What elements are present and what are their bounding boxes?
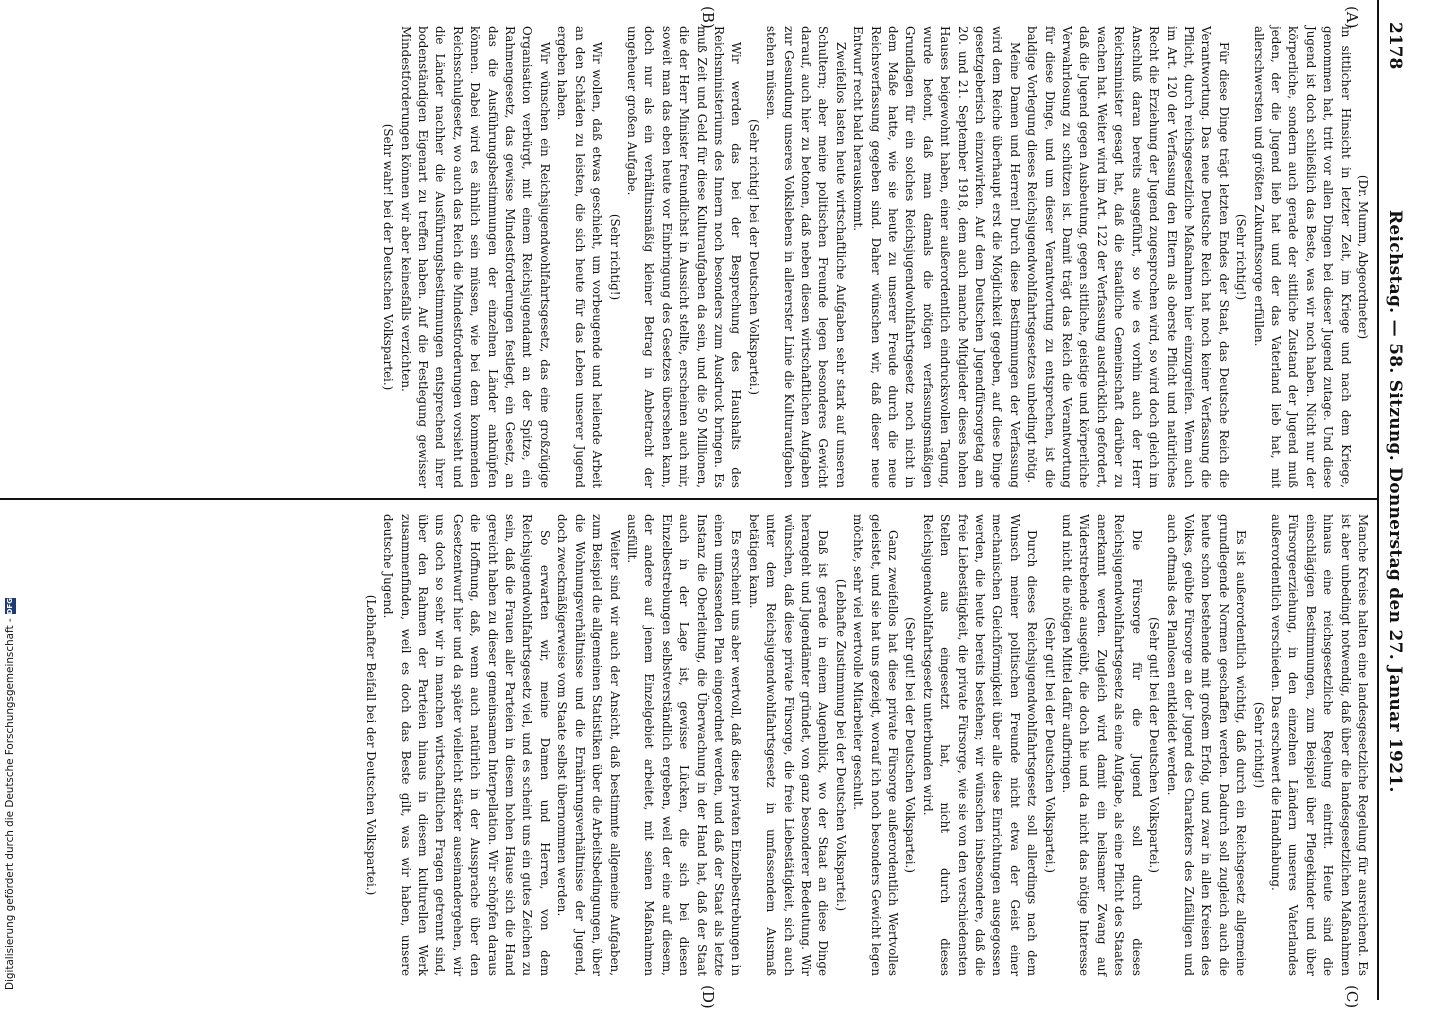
paragraph: Für diese Dinge trägt letzten Endes der Staat, das Deutsche Reich die Verantwortung. Das neue Deutsche Reich hat noch keiner Verfassung die Pflicht, durch reichsgesetzliche Maßnahmen hier einzugreifen. Wenn auch im Art. 120 der Verfassung den Eltern als oberste Pflicht und natürliches Recht die Erziehung der Jugend zugesprochen wird, so wird doch gleich im Anschluß daran bereits ausgeführt, so wie es vorhin auch der Herr Reichsminister gesagt hat, daß die staatliche Gemeinschaft darüber zu wachen hat. Weiter wird im Art. 122 der Verfassung ausdrücklich gefordert, daß die Jugend gegen Ausbeutung, gegen sittliche, geistige und körperliche Verwahrlosung zu schützen ist. Damit trägt das Reich die Verantwortung für diese Dinge, und um dieser Verantwortung zu entsprechen, ist die baldige Vorlegung dieses Reichsjugendwohlfahrtsgesetzes unbedingt nötig. [1025, 26, 1231, 488]
paragraph: Es erscheint uns aber wertvoll, daß diese privaten Einzelbestrebungen in einen umfassenden Plan eingeordnet werden, und daß der Staat als letzte Instanz die Oberleitung, die Überwachung in der Hand hat, daß der Staat auch in der Lage ist, gewisse Lücken, die sich bei diesen Einzelbestrebungen selbstverständlich ergeben, weil der eine auf diesem, der andere auf jenem Einzelgebiet arbeitet, mit seinen Maßnahmen ausfüllt. [624, 514, 744, 976]
paragraph: (Sehr gut! bei der Deutschen Volkspartei.) [903, 617, 918, 873]
paragraph: Die Fürsorge für die Jugend soll durch dieses Reichsjugendwohlfahrtsgesetz als eine Aufgabe, als eine Pflicht des Staates anerkannt werden. Zugleich wird damit ein heilsamer Zwang auf Widerstrebende ausgeübt, die doch hie und da nicht das nötige Interesse und nicht die nötigen Mittel dafür aufbringen. [1060, 514, 1144, 976]
page-header [1377, 0, 1409, 1000]
digitization-credit [3, 0, 17, 990]
margin-marker-d: (D) [699, 985, 717, 1009]
dfg-logo-icon: DFG [5, 598, 14, 615]
paragraph: Daß ist gerade in einem Augenblick, wo der Staat an diese Dinge herangeht und Jugendämter gründet, von ganz besonderer Bedeutung. Wir wünschen, daß diese private Fürsorge, die freie Liebestätigkeit, sich auch unter dem Reichsjugendwohlfahrtsgesetz in umfassendem Ausmaß betätigen kann. [746, 514, 831, 976]
margin-marker-b: (B) [699, 6, 717, 29]
margin-marker-a: (A) [1343, 6, 1361, 29]
paragraph: Es ist außerordentlich wichtig, daß durch ein Reichsgesetz allgemeine grundlegende Normen geschaffen werden. Dadurch soll zugleich auch die heute schon bestehende mit großem Erfolg, und zwar in allen Kreisen des Volkes, geübte Fürsorge an der Jugend des Charakters des Zufälligen und auch oftmals des Planlosen entkleidet werden. [1164, 514, 1249, 976]
paragraph: (Sehr richtig!) [607, 213, 622, 301]
paragraph: (Sehr richtig! bei der Deutschen Volkspartei.) [746, 119, 761, 395]
column-divider [0, 498, 1377, 500]
text-column-left [379, 26, 1371, 488]
credit-text: Digitalisierung gefördert durch die Deutsche Forschungsgemeinschaft - [4, 618, 16, 990]
paragraph: Zweifellos lasten heute wirtschaftliche Aufgaben sehr stark auf unseren Schultern; aber meine politischen Freunde legen besonderes Gewicht darauf, auch hier zu betonen, daß neben diesen wirtschaftlichen Aufgaben zur Gesundung unseres Volkslebens in allererster Linie die Kulturaufgaben stehen müssen. [764, 26, 848, 488]
running-title: Reichstag. — 58. Sitzung. Donnerstag den 27. Januar 1921. [1385, 210, 1405, 793]
paragraph: Manche Kreise halten eine landesgesetzliche Regelung für ausreichend. Es ist aber unbedingt notwendig, daß über die landesgesetzlichen Maßnahmen hinaus eine reichsgesetzliche Regelung eintritt. Heute sind die einschlägigen Bestimmungen, zum Beispiel über Pflegekinder und über Fürsorgeerziehung, in den einzelnen Ländern unseres Vaterlandes außerordentlich verschieden. Das erschwert die Handhabung. [1268, 514, 1370, 976]
paragraph: (Sehr gut! bei der Deutschen Volkspartei.) [1147, 617, 1162, 873]
margin-marker-c: (C) [1343, 985, 1361, 1009]
paragraph: Wir wünschen ein Reichsjugendwohlfahrtsgesetz, das eine großzügige Organisation verbürgt, mit einem Reichsjugendamt an der Spitze, ein Rahmengesetz, das gewisse Mindestforderungen festlegt, ein Gesetz, an das die Ausführungsbestimmungen der einzelnen Länder anknüpfen können. Dabei wird es ähnlich sein müssen, wie bei dem kommenden Reichsschulgesetz, wo auch das Reich die Mindestforderungen vorsieht und die Länder nachher die Ausführungsbestimmungen entsprechend ihrer bodenständigen Eigenart zu treffen haben. Auf die Festlegung gewisser Mindestforderungen können wir aber keinesfalls verzichten. [398, 26, 552, 488]
page-number: 2178 [1385, 22, 1405, 70]
text-column-right [361, 514, 1371, 976]
paragraph: So erwarten wir, meine Damen und Herren, von dem Reichsjugendwohlfahrtsgesetz viel, und es scheint uns ein gutes Zeichen zu sein, daß die Frauen aller Parteien in diesem hohen Hause sich die Hand gereicht haben zu dieser gemeinsamen Interpellation. Wir schöpfen daraus die Hoffnung, daß, wenn auch natürlich in der Aussprache über den Gesetzentwurf hier und da später vielleicht stärker auseinandergehen, wir uns doch so sehr wir in manchen wirtschaftlichen Fragen getrennt sind, über den Rahmen der Parteien hinaus in diesem kulturellen Werk zusammenfinden, weil es doch das Beste gilt, was wir haben, unsere deutsche Jugend. [381, 514, 552, 976]
paragraph: (Lebhafte Zustimmung bei der Deutschen Volkspartei.) [833, 578, 848, 912]
paragraph: (Sehr gut! bei der Deutschen Volkspartei.) [1042, 617, 1057, 873]
paragraph: in sittlicher Hinsicht in letzter Zeit, im Kriege und nach dem Kriege, genommen hat, tritt vor allen Dingen bei dieser Jugend zutage. Und diese Jugend ist doch schließlich das Beste, was wir noch haben. Nicht nur der körperliche, sondern auch gerade der sittliche Zustand der Jugend muß jeden, der die Jugend lieb hat und der das Vaterland lieb hat, mit allerschwersten und größten Zukunftssorge erfüllen. [1251, 26, 1353, 488]
paragraph: Weiter sind wir auch der Ansicht, daß bestimmte allgemeine Aufgaben, zum Beispiel die allgemeinen Statistiken über die Arbeitsbedingungen, über die Wohnungsverhältnisse und die Ernährungsverhältnisse der Jugend, doch zweckmäßigerweise vom Staate selbst übernommen werden. [555, 514, 622, 976]
paragraph: (Lebhafter Beifall bei der Deutschen Volkspartei.) [363, 594, 378, 896]
paragraph: Meine Damen und Herren! Durch diese Bestimmungen der Verfassung wird dem Reiche überhaupt erst die Möglichkeit gegeben, auf diese Dinge gesetzgeberisch einzuwirken. Auf dem Deutschen Jugendfürsorgetag am 20. und 21. September 1918, dem auch manche Mitglieder dieses hohen Hauses beigewohnt haben, einer außerordentlich eindrucksvollen Tagung, wurde betont, daß man damals die nötigen verfassungsmäßigen Grundlagen für ein solches Reichsjugendwohlfahrtsgesetz noch nicht in dem Maße hatte, wie sie heute zu unserer Freude durch die neue Reichsverfassung gegeben sind. Daher wünschen wir, daß dieser neue Entwurf recht bald herauskommt. [851, 26, 1022, 488]
paragraph: Wir wollen, daß etwas geschieht, um vorbeugende und heilende Arbeit an den Schäden zu leisten, die sich heute für das Leben unserer Jugend ergeben haben. [555, 26, 605, 488]
paragraph: (Sehr wahr! bei der Deutschen Volkspartei.) [381, 123, 396, 391]
paragraph: Wir werden das bei der Besprechung des Haushalts des Reichsministeriums des Innern noch besonders zum Ausdruck bringen. Es muß Zeit und Geld für diese Kulturaufgaben da sein, und die 50 Millionen, die der Herr Minister freundlichst in Aussicht stellte, erscheinen auch mir, soweit man das eben heute vor Einbringung des Gesetzes übersehen kann, doch nur als ein verhältnismäßig kleiner Betrag in Anbetracht der ungeheuer großen Aufgabe. [624, 26, 744, 488]
paragraph: (Sehr richtig!) [1234, 213, 1249, 301]
paragraph: Durch dieses Reichsjugendwohlfahrtsgesetz soll allerdings nach dem Wunsch meiner politischen Freunde nicht etwa der Geist einer mechanischen Gleichförmigkeit über alle diese Einrichtungen ausgegossen werden, die heute bereits bestehen; wir wünschen insbesondere, daß die freie Liebestätigkeit, die private Fürsorge, wie sie von den verschiedensten Stellen aus eingesetzt hat, nicht durch dieses Reichsjugendwohlfahrtsgesetz unterbunden wird. [920, 514, 1040, 976]
paragraph: (Sehr richtig!) [1251, 701, 1266, 789]
paragraph: (Dr. Mumm, Abgeordneter) [1356, 174, 1370, 340]
paragraph: Ganz zweifellos hat diese private Fürsorge außerordentlich Wertvolles geleistet, und sie hat uns gezeigt, worauf ich noch besonders Gewicht legen möchte, sehr viel wertvolle Mitarbeiter geschult. [851, 514, 901, 976]
